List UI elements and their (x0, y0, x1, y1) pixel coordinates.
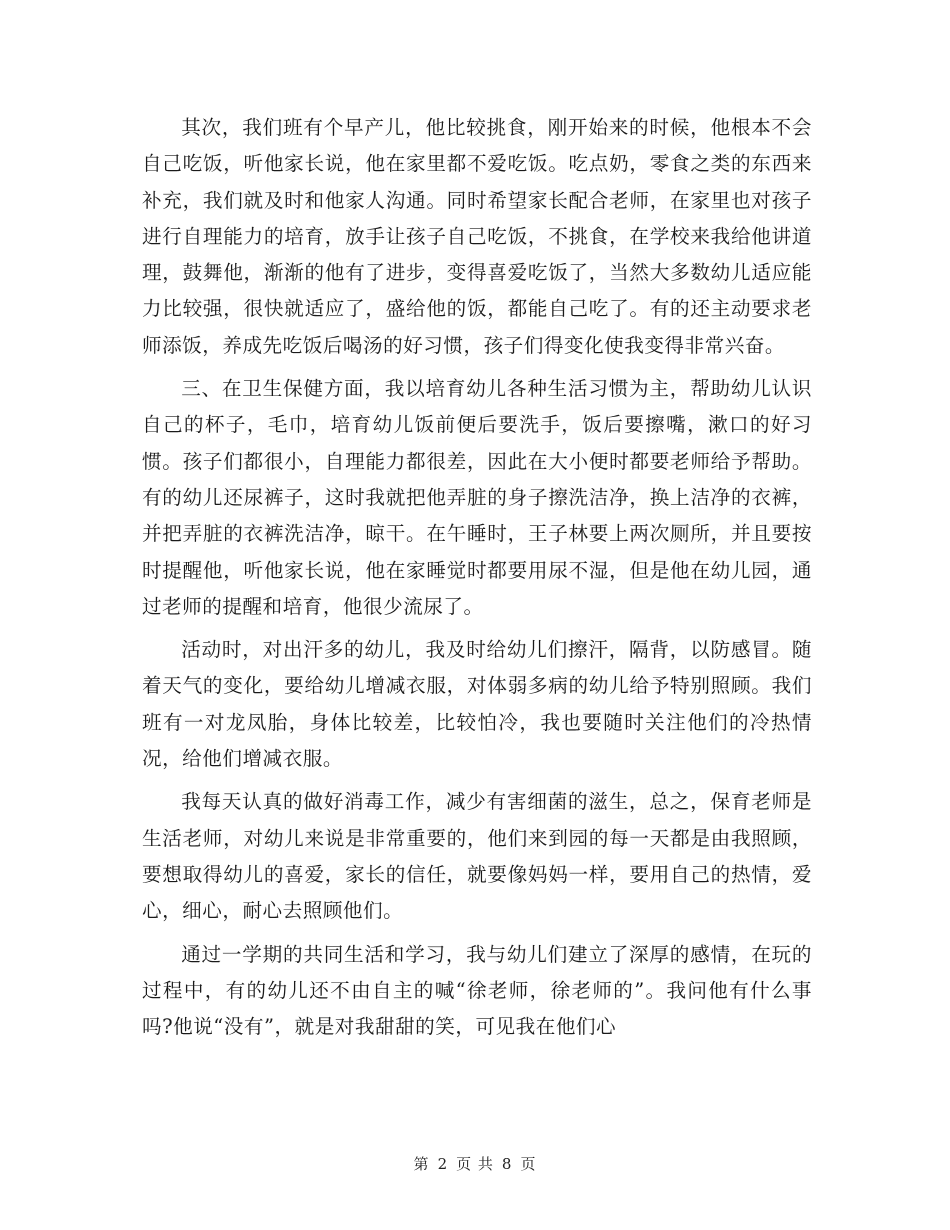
paragraph: 通过一学期的共同生活和学习，我与幼儿们建立了深厚的感情，在玩的过程中，有的幼儿还不由自主的喊“徐老师，徐老师的”。我问他有什么事吗?他说“没有”，就是对我甜甜的笑，可见我在他们心 (142, 942, 812, 1039)
paragraph: 我每天认真的做好消毒工作，减少有害细菌的滋生，总之，保育老师是生活老师，对幼儿来说是非常重要的，他们来到园的每一天都是由我照顾，要想取得幼儿的喜爱，家长的信任，就要像妈妈一样，要用自己的热情，爱心，细心，耐心去照顾他们。 (142, 790, 812, 923)
paragraph: 活动时，对出汗多的幼儿，我及时给幼儿们擦汗，隔背，以防感冒。随着天气的变化，要给幼儿增减衣服，对体弱多病的幼儿给予特别照顾。我们班有一对龙凤胎，身体比较差，比较怕冷，我也要随时关注他们的冷热情况，给他们增减衣服。 (142, 638, 812, 771)
footer-prefix: 第 (413, 1155, 430, 1173)
paragraph: 其次，我们班有个早产儿，他比较挑食，刚开始来的时候，他根本不会自己吃饭，听他家长说，他在家里都不爱吃饭。吃点奶，零食之类的东西来补充，我们就及时和他家人沟通。同时希望家长配合老师，在家里也对孩子进行自理能力的培育，放手让孩子自己吃饭，不挑食，在学校来我给他讲道理，鼓舞他，渐渐的他有了进步，变得喜爱吃饭了，当然大多数幼儿适应能力比较强，很快就适应了，盛给他的饭，都能自己吃了。有的还主动要求老师添饭，养成先吃饭后喝汤的好习惯，孩子们得变化使我变得非常兴奋。 (142, 116, 812, 357)
footer-total-pages: 8 (501, 1155, 513, 1173)
document-body (142, 110, 812, 1052)
paragraph: 三、在卫生保健方面，我以培育幼儿各种生活习惯为主，帮助幼儿认识自己的杯子，毛巾，培育幼儿饭前便后要洗手，饭后要擦嘴，漱口的好习惯。孩子们都很小，自理能力都很差，因此在大小便时都要老师给予帮助。有的幼儿还尿裤子，这时我就把他弄脏的身子擦洗洁净，换上洁净的衣裤，并把弄脏的衣裤洗洁净，晾干。在午睡时，王子林要上两次厕所，并且要按时提醒他，听他家长说，他在家睡觉时都要用尿不湿，但是他在幼儿园，通过老师的提醒和培育，他很少流尿了。 (142, 377, 812, 618)
page-footer (0, 1154, 950, 1174)
footer-page-number: 2 (437, 1155, 449, 1173)
footer-suffix: 页 (520, 1155, 537, 1173)
footer-mid: 页 共 (456, 1155, 494, 1173)
